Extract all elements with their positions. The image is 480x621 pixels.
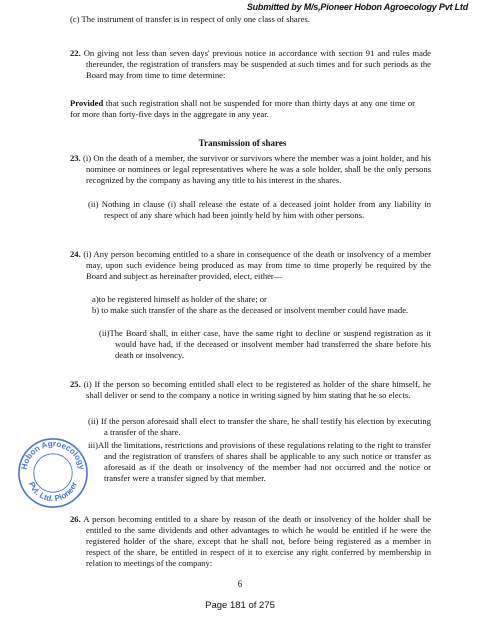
article-25-i-text: (i) If the person so becoming entitled shall elect to be registered as holder of the share himself, he shall deliver or send to the company a notice in writing signed by him stating that he so elects. xyxy=(83,379,431,400)
article-26-text: A person becoming entitled to a share by reason of the death or insolvency of the holder shall be entitled to the same dividends and other advantages to which he would be entitled if he were the registered holder of the share, except that he shall not, before being registered as a member in respect of the share, be entitled in respect of it to exercise any right conferred by membership in relation to meetings of the company: xyxy=(83,514,431,568)
proviso-text: that such registration shall not be suspended for more than thirty days at any one time or for more than forty-five days in the aggregate in any year. xyxy=(70,98,415,119)
seal-text-bottom: Pvt. Ltd. Pioneer xyxy=(26,480,80,504)
page-footer: Page 181 of 275 xyxy=(205,600,275,611)
svg-text:Hobon Agroecology xyxy=(20,439,87,471)
article-22 xyxy=(70,48,431,81)
section-heading: Transmission of shares xyxy=(198,138,287,148)
article-26-number: 26. xyxy=(70,514,81,524)
article-24-ii: (ii)The Board shall, in either case, have the same right to decline or suspend registration as it would have had, if the deceased or insolvent member had transferred the share before his death or insolvency. xyxy=(99,328,431,360)
article-24-number: 24. xyxy=(70,249,81,259)
seal-text-top: Hobon Agroecology xyxy=(19,439,87,471)
article-25-ii: (ii) If the person aforesaid shall elect to transfer the share, he shall testify his election by executing a transfer of the share. xyxy=(88,416,431,437)
article-24-i xyxy=(70,249,431,282)
article-23-number: 23. xyxy=(70,153,81,163)
article-24-a: a)to be registered himself as holder of the share; or xyxy=(92,294,267,304)
article-26 xyxy=(70,514,431,569)
clause-c: (c) The instrument of transfer is in respect of only one class of shares. xyxy=(70,14,310,24)
article-25-number: 25. xyxy=(70,379,81,389)
proviso-label: Provided xyxy=(70,98,104,108)
svg-text:Pvt. Ltd. Pioneer xyxy=(27,480,79,503)
page-number: 6 xyxy=(237,579,243,589)
article-25-i xyxy=(70,379,431,401)
article-22-number: 22. xyxy=(70,48,81,58)
article-23-i xyxy=(70,153,431,186)
proviso xyxy=(70,98,415,120)
article-23-ii: (ii) Nothing in clause (i) shall release the estate of a deceased joint holder from any liability in respect of any share which had been jointly held by him with other persons. xyxy=(88,199,431,220)
submission-header: Submitted by M/s,Pioneer Hobon Agroecology Pvt Ltd xyxy=(246,2,468,12)
article-24-b: b) to make such transfer of the share as the deceased or insolvent member could have made. xyxy=(92,305,409,315)
article-25-iii: iii)All the limitations, restrictions and provisions of these regulations relating to the right to transfer and the registration of transfers of shares shall be applicable to any such notice or transfer as aforesaid as if the death or insolvency of the member had not occurred and the notice or transfer were a transfer signed by that member. xyxy=(88,440,431,483)
article-22-text: On giving not less than seven days' previous notice in accordance with section 91 and rules made thereunder, the registration of transfers may be suspended at such times and for such periods as the Board may from time to time determine: xyxy=(83,48,431,80)
company-seal-stamp xyxy=(16,436,90,510)
article-23-i-text: (i) On the death of a member, the survivor or survivors where the member was a joint holder, and his nominee or nominees or legal representatives where he was a sole holder, shall be the only persons recognized by the company as having any title to his interest in the shares. xyxy=(82,153,431,185)
article-24-i-text: (i) Any person becoming entitled to a share in consequence of the death or insolvency of a member may, upon such evidence being produced as may from time to time properly be required by the Board and subject as hereinafter provided, elect, either— xyxy=(83,249,431,281)
